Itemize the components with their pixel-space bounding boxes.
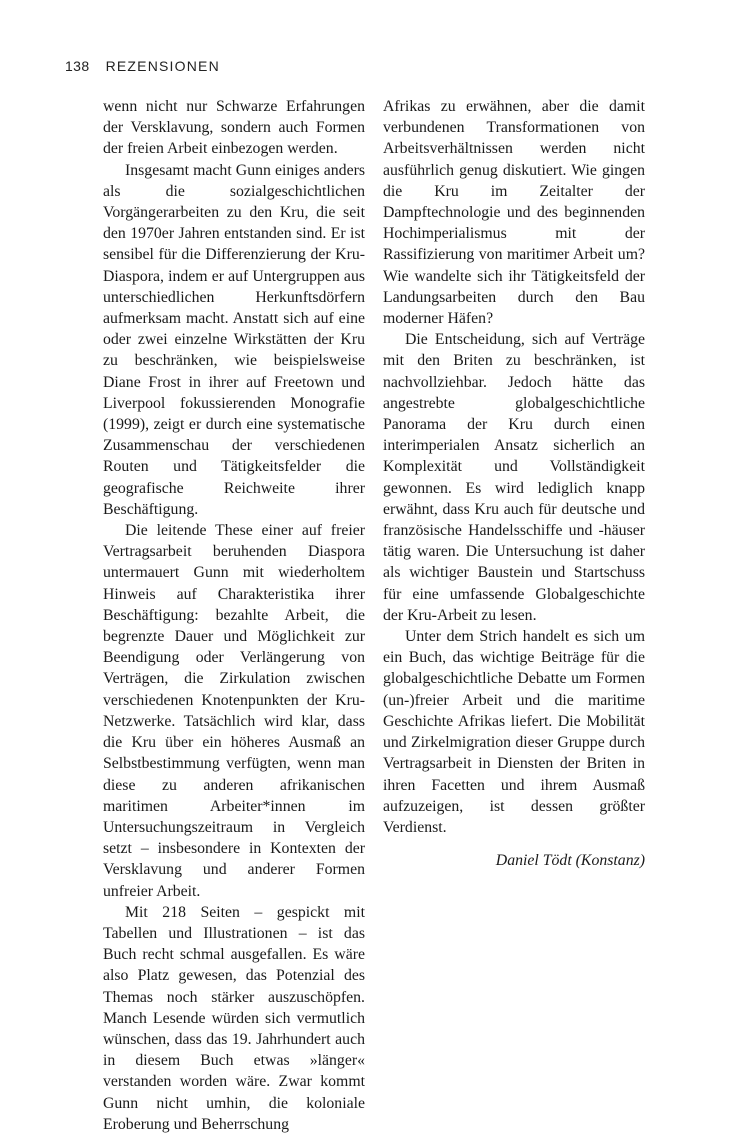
- paragraph: Unter dem Strich handelt es sich um ein Buch, das wichtige Beiträge für die globalgeschichtliche Debatte um Formen (un-)freier Arbeit und die maritime Geschichte Afrikas liefert. Die Mobilität und Zirkelmigration dieser Gruppe durch Vertragsarbeit in Diensten der Briten in ihren Facetten und ihrem Ausmaß aufzuzeigen, ist dessen größter Verdienst.: [383, 628, 645, 836]
- running-header: [65, 54, 220, 78]
- paragraph: wenn nicht nur Schwarze Erfahrungen der Versklavung, sondern auch Formen der freien Arbeit einbezogen werden.: [103, 98, 365, 158]
- page-number: 138: [65, 58, 90, 74]
- section-title: REZENSIONEN: [105, 58, 220, 74]
- author-signature: Daniel Tödt (Konstanz): [495, 852, 645, 870]
- paragraph: Insgesamt macht Gunn einiges anders als die sozialgeschichtlichen Vorgängerarbeiten zu den Kru, die seit den 1970er Jahren entstanden sind. Er ist sensibel für die Differenzierung der Kru-Diaspora, indem er auf Untergruppen aus unterschiedlichen Herkunftsdörfern aufmerksam macht. Anstatt sich auf eine oder zwei einzelne Wirkstätten der Kru zu beschränken, wie beispielsweise Diane Frost in ihrer auf Freetown und Liverpool fokussierenden Monografie (1999), zeigt er durch eine systematische Zusammenschau der verschiedenen Routen und Tätigkeitsfelder die geografische Reichweite ihrer Beschäftigung.: [103, 161, 365, 518]
- paragraph: Die leitende These einer auf freier Vertragsarbeit beruhenden Diaspora untermauert Gunn mit wiederholtem Hinweis auf Charakteristika ihrer Beschäftigung: bezahlte Arbeit, die begrenzte Dauer und Möglichkeit zur Beendigung oder Verlängerung von Verträgen, die Zirkulation zwischen verschiedenen Knotenpunkten der Kru-Netzwerke. Tatsächlich wird klar, dass die Kru über ein höheres Ausmaß an Selbstbestimmung verfügten, wenn man diese zu anderen afrikanischen maritimen Arbeiter*innen im Untersuchungszeitraum in Vergleich setzt – insbesondere in Kontexten der Versklavung und anderer Formen unfreier Arbeit.: [103, 522, 365, 900]
- right-column: [383, 96, 645, 871]
- left-column: [103, 96, 365, 1135]
- paragraph: Afrikas zu erwähnen, aber die damit verbundenen Transformationen von Arbeitsverhältnissen werden nicht ausführlich genug diskutiert. Wie gingen die Kru im Zeitalter der Dampftechnologie und des beginnenden Hochimperialismus mit der Rassifizierung von maritimer Arbeit um? Wie wandelte sich ihr Tätigkeitsfeld der Landungsarbeiten durch den Bau moderner Häfen?: [383, 98, 645, 328]
- paragraph: Die Entscheidung, sich auf Verträge mit den Briten zu beschränken, ist nachvollziehbar. Jedoch hätte das angestrebte globalgeschichtliche Panorama der Kru durch einen interimperialen Ansatz sicherlich an Komplexität und Vollständigkeit gewonnen. Es wird lediglich knapp erwähnt, dass Kru auch für deutsche und französische Handelsschiffe und -häuser tätig waren. Die Untersuchung ist daher als wichtiger Baustein und Startschuss für eine umfassende Globalgeschichte der Kru-Arbeit zu lesen.: [383, 331, 645, 624]
- paragraph: Mit 218 Seiten – gespickt mit Tabellen und Illustrationen – ist das Buch recht schmal ausgefallen. Es wäre also Platz gewesen, das Potenzial des Themas noch stärker auszuschöpfen. Manch Lesende würden sich vermutlich wünschen, dass das 19. Jahrhundert auch in diesem Buch etwas »länger« verstanden worden wäre. Zwar kommt Gunn nicht umhin, die koloniale Eroberung und Beherrschung: [103, 903, 365, 1133]
